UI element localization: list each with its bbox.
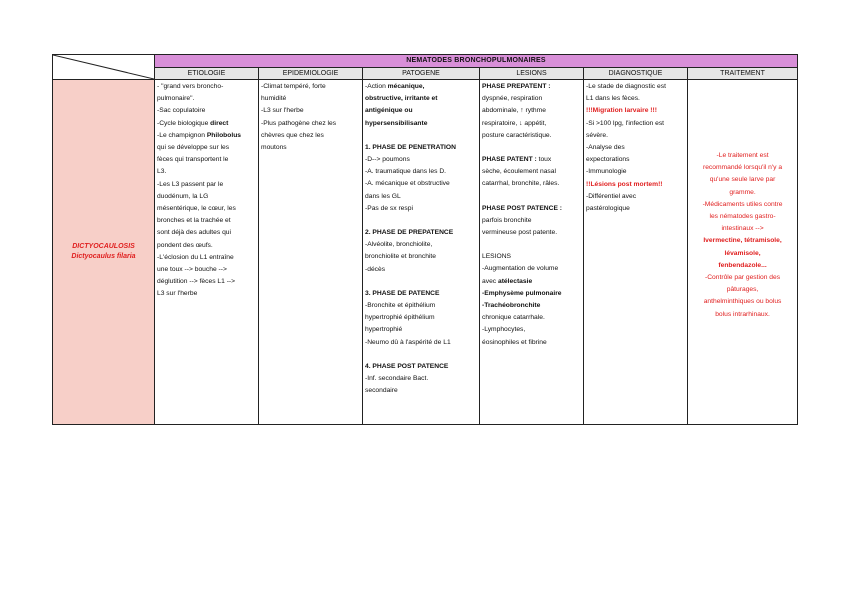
text-line: pâturages, — [726, 286, 759, 294]
text-line: hypertrophié — [365, 326, 403, 334]
text-line: !!!Migration larvaire !!! — [586, 107, 657, 115]
text-line: L1 dans les fèces. — [586, 95, 640, 103]
header-etiologie: ETIOLOGIE — [155, 68, 259, 80]
text-line: parfois bronchite — [482, 216, 532, 224]
text-line: bolus intrarhinaux. — [715, 310, 770, 318]
text-line: -A. mécanique et obstructive — [365, 180, 450, 188]
text-line: -L3 sur l'herbe — [261, 107, 304, 115]
text-line: abdominale, ↑ rythme — [482, 107, 546, 115]
text-line: pondent des œufs. — [157, 241, 213, 249]
etiologie-cell — [155, 80, 259, 425]
text-line: chronique catarrhale. — [482, 314, 545, 322]
text-line: -Action mécanique, — [365, 83, 425, 90]
text-line: hypersensibilisante — [365, 119, 428, 127]
text-line: -Climat tempéré, forte — [261, 83, 326, 90]
patogene-cell — [363, 80, 480, 425]
text-line: -Analyse des — [586, 144, 625, 152]
text-line: -Trachéobronchite — [482, 302, 541, 310]
text-line: anthelminthiques ou bolus — [703, 298, 782, 306]
text-line: obstructive, irritante et — [365, 95, 438, 103]
nematodes-table — [52, 54, 798, 425]
text-line: bronches et la trachée et — [157, 217, 231, 225]
text-line: -Différentiel avec — [586, 192, 637, 200]
text-line: catarrhal, bronchite, râles. — [482, 180, 560, 188]
text-line: -Plus pathogène chez les — [261, 119, 337, 127]
header-patogene: PATOGENE — [363, 68, 480, 80]
text-line: mésentérique, le cœur, les — [157, 205, 236, 213]
section-heading: 1. PHASE DE PENETRATION — [365, 143, 456, 151]
text-line: recommandé lorsqu'il n'y a — [702, 164, 783, 172]
text-line: chèvres que chez les — [261, 131, 324, 139]
text-line: -Bronchite et épithélium — [365, 302, 436, 310]
text-line: qu'une seule larve par — [709, 176, 776, 184]
text-line: -Pas de sx respi — [365, 204, 413, 212]
header-lesions: LESIONS — [480, 68, 584, 80]
text-line: gramme. — [729, 188, 756, 196]
text-line: antigénique ou — [365, 107, 413, 115]
text-line: -Le champignon Philobolus — [157, 131, 242, 139]
text-line: éosinophiles et fibrine — [482, 338, 547, 346]
header-diagnostique: DIAGNOSTIQUE — [584, 68, 688, 80]
text-line: vermineuse post patente. — [482, 229, 558, 237]
text-line: -Sac copulatoire — [157, 107, 206, 115]
text-line: -Médicaments utiles contre — [702, 200, 783, 208]
section-heading: 4. PHASE POST PATENCE — [365, 362, 449, 370]
text-line: posture caractéristique. — [482, 131, 552, 139]
text-line: -Si >100 lpg, l'infection est — [586, 119, 665, 127]
section-heading: LESIONS — [482, 253, 511, 261]
text-line: secondaire — [365, 387, 398, 395]
text-line: une toux --> bouche --> — [157, 266, 227, 274]
text-line: avec atélectasie — [482, 277, 533, 285]
disease-species: Dictyocaulus filaria — [71, 253, 136, 260]
text-line: duodénum, la LG — [157, 192, 209, 200]
diagnostique-cell — [584, 80, 688, 425]
text-line: sévère. — [586, 131, 608, 139]
text-line: -Les L3 passent par le — [157, 180, 224, 188]
section-heading: 2. PHASE DE PREPATENCE — [365, 229, 454, 237]
text-line: -Emphysème pulmonaire — [482, 289, 562, 297]
epidemiologie-cell — [259, 80, 363, 425]
text-line: respiratoire, ↓ appétit, — [482, 119, 547, 127]
text-line: Ivermectine, tétramisole, — [703, 237, 782, 245]
text-line: déglutition --> fèces L1 --> — [157, 278, 236, 286]
text-line: humidité — [261, 95, 287, 103]
text-line: -Neumo dû à l'aspérité de L1 — [365, 338, 451, 346]
text-line: L3 sur l'herbe — [157, 290, 198, 298]
text-line: PHASE PATENT : toux — [482, 156, 552, 164]
header-traitement: TRAITEMENT — [688, 68, 798, 80]
text-line: sèche, écoulement nasal — [482, 168, 556, 176]
text-line: -Cycle biologique direct — [157, 119, 229, 127]
text-line: -Immunologie — [586, 168, 627, 176]
traitement-cell — [688, 80, 798, 425]
text-line: L3. — [157, 168, 167, 176]
section-heading: PHASE PREPATENT : — [482, 83, 551, 90]
text-line: !!Lésions post mortem!! — [586, 180, 663, 188]
text-line: expectorations — [586, 156, 630, 164]
text-line: - "grand vers broncho- — [157, 83, 224, 90]
text-line: -Le stade de diagnostic est — [586, 83, 666, 90]
text-line: -décès — [365, 265, 386, 273]
text-line: fenbendazole... — [718, 261, 767, 269]
text-line: -Lymphocytes, — [482, 326, 526, 334]
text-line: -Inf. secondaire Bact. — [365, 375, 429, 383]
section-heading: 3. PHASE DE PATENCE — [365, 289, 440, 297]
text-line: lévamisole, — [724, 249, 761, 257]
text-line: pastérologique — [586, 205, 630, 213]
text-line: bronchiolite et bronchite — [365, 253, 437, 261]
text-line: dyspnée, respiration — [482, 95, 543, 103]
diagonal-corner-cell — [53, 55, 155, 80]
text-line: -A. traumatique dans les D. — [365, 168, 447, 176]
text-line: -Contrôle par gestion des — [704, 274, 781, 282]
text-line: -Alvéolite, bronchiolite, — [365, 241, 433, 249]
text-line: sont déjà des adultes qui — [157, 229, 231, 237]
table-title: NEMATODES BRONCHOPULMONAIRES — [155, 55, 798, 68]
text-line: dans les GL — [365, 192, 401, 200]
text-line: moutons — [261, 144, 287, 152]
header-epidemiologie: EPIDEMIOLOGIE — [259, 68, 363, 80]
text-line: hypertrophié épithélium — [365, 314, 435, 322]
text-line: -D--> poumons — [365, 156, 410, 164]
text-line: pulmonaire". — [157, 95, 195, 103]
section-heading: PHASE POST PATENCE : — [482, 204, 563, 212]
text-line: fèces qui transportent le — [157, 156, 229, 164]
text-line: les nématodes gastro- — [709, 213, 776, 221]
text-line: qui se développe sur les — [157, 144, 230, 152]
text-line: intestinaux --> — [721, 225, 764, 233]
disease-cell — [53, 80, 155, 425]
lesions-cell — [480, 80, 584, 425]
text-line: -Le traitement est — [716, 152, 769, 159]
text-line: -Augmentation de volume — [482, 265, 559, 273]
disease-name: DICTYOCAULOSIS — [72, 243, 135, 250]
text-line: -L'éclosion du L1 entraîne — [157, 253, 234, 261]
